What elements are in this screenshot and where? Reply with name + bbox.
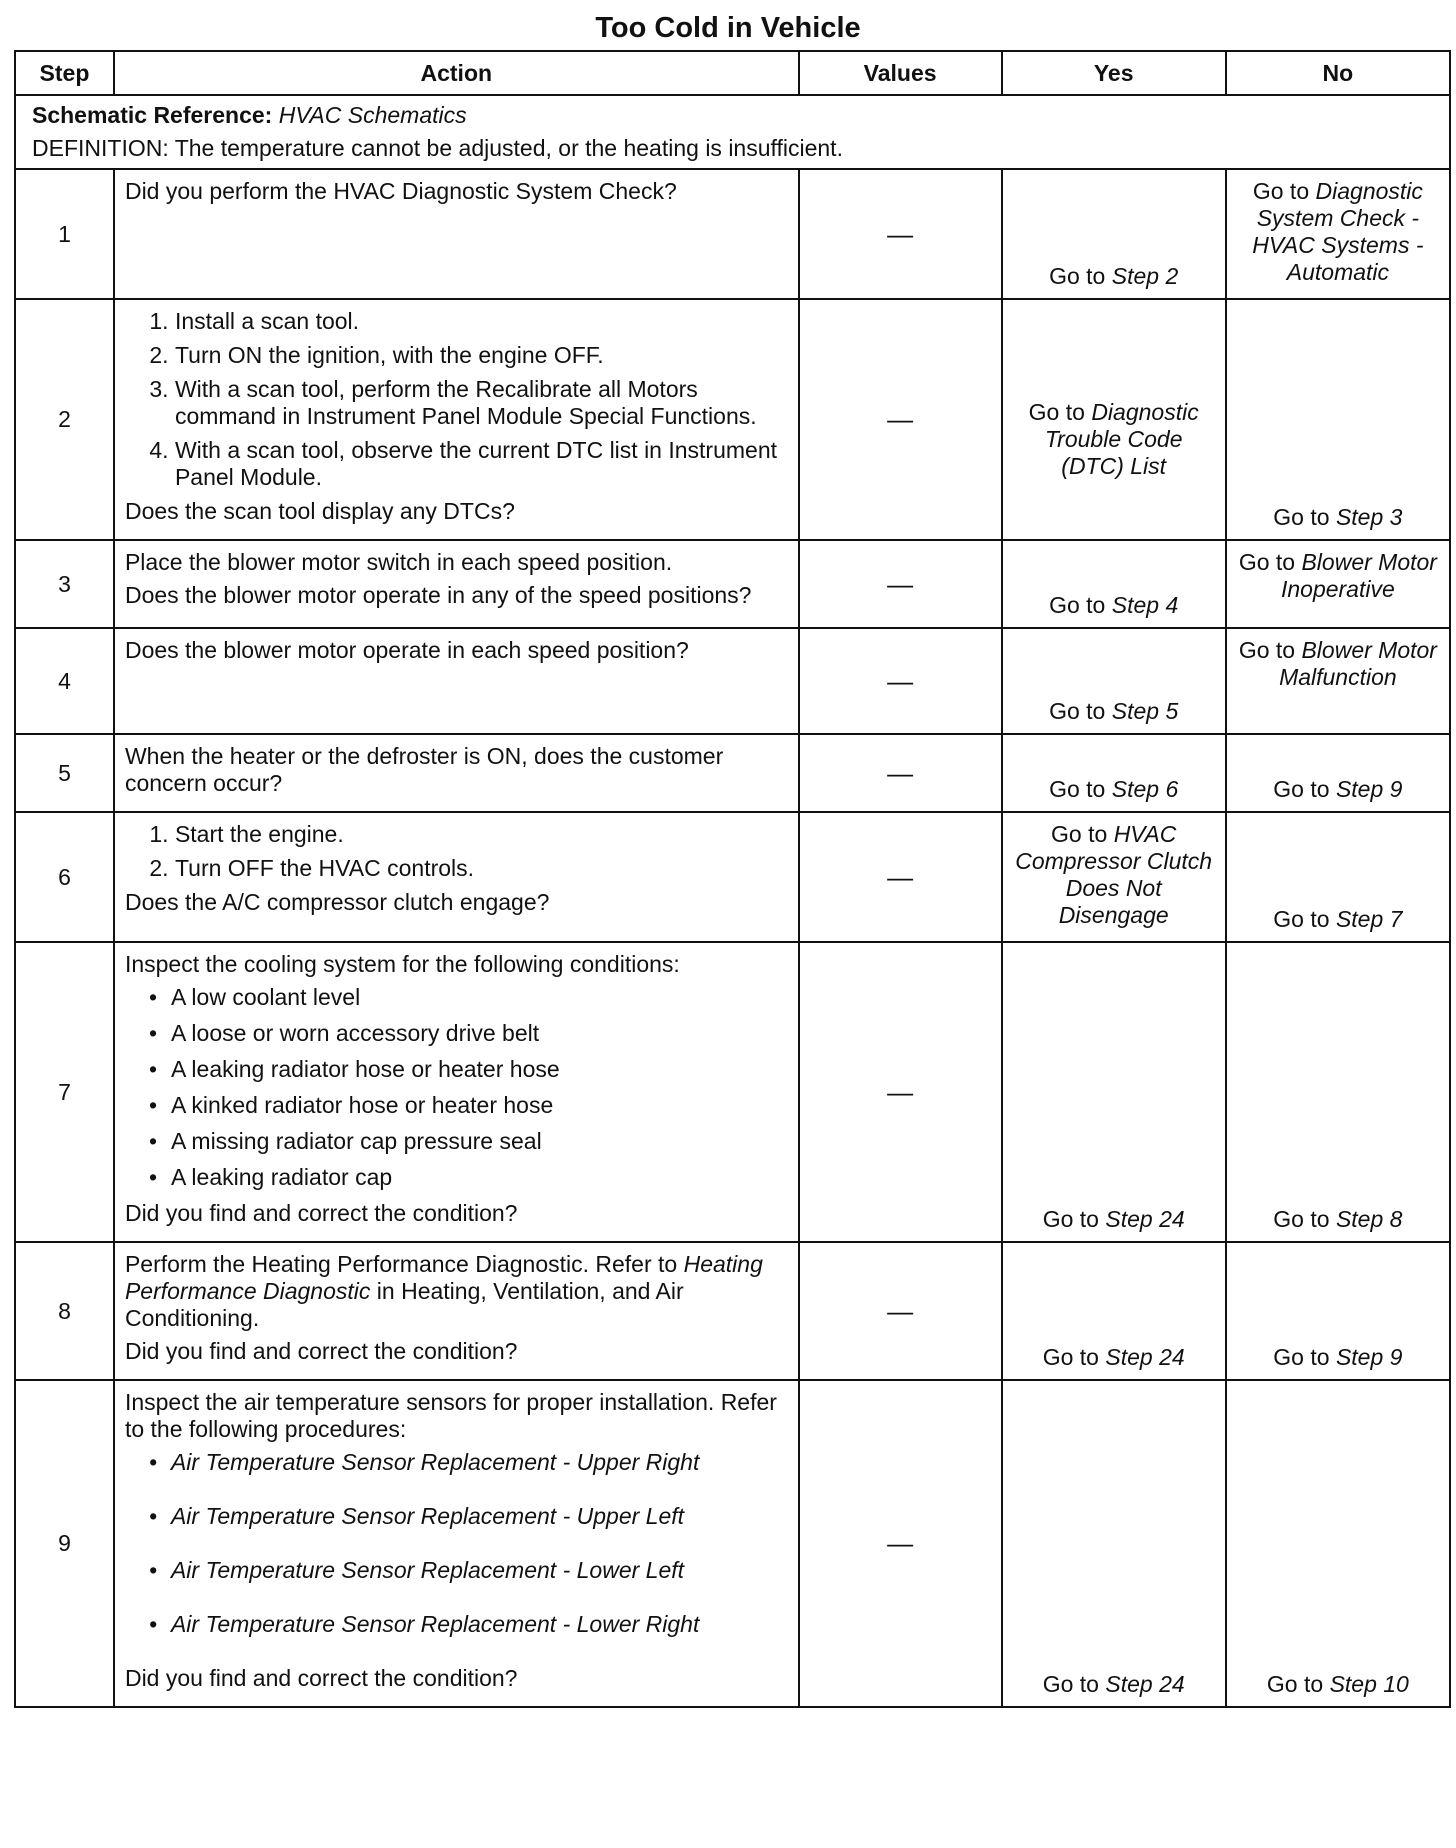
diagnostic-table-wrapper (14, 50, 1451, 1708)
yes-cell (1002, 299, 1226, 540)
list-item: • A loose or worn accessory drive belt (171, 1020, 788, 1047)
action-question: Did you find and correct the condition? (124, 1338, 518, 1364)
yes-link[interactable]: Go to Step 2 (1049, 263, 1179, 289)
yes-link[interactable]: Go to HVAC Compressor Clutch Does Not Disengage (1015, 821, 1213, 928)
step-number: 7 (15, 942, 114, 1242)
header-yes: Yes (1002, 51, 1226, 95)
table-row (15, 540, 1450, 628)
page-title: Too Cold in Vehicle (595, 12, 861, 44)
list-item: 2. Turn ON the ignition, with the engine OFF. (175, 342, 788, 369)
yes-cell (1002, 1380, 1226, 1707)
table-row (15, 1380, 1450, 1707)
values-cell: — (799, 942, 1002, 1242)
values-cell: — (799, 1380, 1002, 1707)
action-text: Perform the Heating Performance Diagnostic. Refer to Heating Performance Diagnostic in Heating, Ventilation, and Air Conditioning. (124, 1251, 763, 1331)
action-question: Did you find and correct the condition? (124, 1665, 518, 1691)
procedure-link[interactable]: • Air Temperature Sensor Replacement - Upper Left (171, 1503, 788, 1530)
no-link[interactable]: Go to Step 7 (1273, 906, 1403, 932)
action-text: Inspect the air temperature sensors for proper installation. Refer to the following procedures: (124, 1389, 777, 1442)
no-link[interactable]: Go to Diagnostic System Check - HVAC Systems - Automatic (1252, 178, 1424, 285)
table-row (15, 169, 1450, 299)
no-cell (1226, 299, 1450, 540)
yes-link[interactable]: Go to Step 6 (1049, 776, 1179, 802)
action-cell (114, 812, 799, 942)
yes-cell (1002, 628, 1226, 734)
no-cell (1226, 812, 1450, 942)
action-text: Inspect the cooling system for the following conditions: (124, 951, 680, 977)
list-item: • A leaking radiator hose or heater hose (171, 1056, 788, 1083)
action-cell (114, 1380, 799, 1707)
list-item: 1. Start the engine. (175, 821, 788, 848)
step-number: 1 (15, 169, 114, 299)
procedure-link[interactable]: Heating Performance Diagnostic (124, 1251, 763, 1304)
no-cell (1226, 1380, 1450, 1707)
bullet-list (125, 984, 788, 1191)
table-row (15, 1242, 1450, 1380)
table-row (15, 942, 1450, 1242)
step-number: 6 (15, 812, 114, 942)
header-step: Step (15, 51, 114, 95)
no-link[interactable]: Go to Blower Motor Inoperative (1238, 549, 1437, 602)
schematic-label: Schematic Reference: (32, 102, 273, 128)
step-number: 4 (15, 628, 114, 734)
yes-link[interactable]: Go to Step 24 (1042, 1344, 1185, 1370)
list-item: • A low coolant level (171, 984, 788, 1011)
action-question: Does the scan tool display any DTCs? (124, 498, 515, 524)
yes-cell (1002, 1242, 1226, 1380)
schematic-link[interactable]: HVAC Schematics (278, 102, 467, 128)
step-number: 3 (15, 540, 114, 628)
no-cell (1226, 628, 1450, 734)
procedure-link[interactable]: • Air Temperature Sensor Replacement - Lower Left (171, 1557, 788, 1584)
step-number: 5 (15, 734, 114, 812)
values-cell: — (799, 1242, 1002, 1380)
values-cell: — (799, 812, 1002, 942)
yes-cell (1002, 540, 1226, 628)
step-number: 9 (15, 1380, 114, 1707)
list-item: 2. Turn OFF the HVAC controls. (175, 855, 788, 882)
list-item: 3. With a scan tool, perform the Recalibrate all Motors command in Instrument Panel Module Special Functions. (175, 376, 788, 430)
yes-link[interactable]: Go to Step 5 (1049, 698, 1179, 724)
step-number: 8 (15, 1242, 114, 1380)
action-cell (114, 734, 799, 812)
table-row (15, 299, 1450, 540)
no-cell (1226, 942, 1450, 1242)
header-action: Action (114, 51, 799, 95)
action-cell (114, 540, 799, 628)
yes-cell (1002, 734, 1226, 812)
yes-cell (1002, 169, 1226, 299)
action-list (125, 308, 788, 491)
bullet-list (125, 1449, 788, 1638)
schematic-row (15, 95, 1450, 169)
action-question: Did you perform the HVAC Diagnostic System Check? (124, 178, 677, 204)
action-cell (114, 1242, 799, 1380)
no-cell (1226, 1242, 1450, 1380)
schematic-cell (15, 95, 1450, 169)
no-cell (1226, 540, 1450, 628)
action-cell (114, 628, 799, 734)
no-cell (1226, 169, 1450, 299)
action-question: Does the blower motor operate in any of the speed positions? (124, 582, 752, 608)
yes-link[interactable]: Go to Step 24 (1042, 1206, 1185, 1232)
table-row (15, 812, 1450, 942)
diagnostic-table (14, 50, 1451, 1708)
action-cell (114, 299, 799, 540)
list-item: 1. Install a scan tool. (175, 308, 788, 335)
values-cell: — (799, 540, 1002, 628)
action-cell (114, 942, 799, 1242)
no-link[interactable]: Go to Step 9 (1273, 776, 1403, 802)
list-item: • A kinked radiator hose or heater hose (171, 1092, 788, 1119)
procedure-link[interactable]: • Air Temperature Sensor Replacement - Lower Right (171, 1611, 788, 1638)
yes-cell (1002, 942, 1226, 1242)
no-link[interactable]: Go to Step 10 (1266, 1671, 1409, 1697)
action-text: Place the blower motor switch in each speed position. (124, 549, 673, 575)
procedure-link[interactable]: • Air Temperature Sensor Replacement - Upper Right (171, 1449, 788, 1476)
no-link[interactable]: Go to Step 8 (1273, 1206, 1403, 1232)
table-row (15, 734, 1450, 812)
no-link[interactable]: Go to Blower Motor Malfunction (1238, 637, 1437, 690)
header-no: No (1226, 51, 1450, 95)
values-cell: — (799, 628, 1002, 734)
no-link[interactable]: Go to Step 9 (1273, 1344, 1403, 1370)
values-cell: — (799, 299, 1002, 540)
table-row (15, 628, 1450, 734)
action-question: Does the blower motor operate in each speed position? (124, 637, 689, 663)
yes-link[interactable]: Go to Diagnostic Trouble Code (DTC) List (1028, 399, 1199, 479)
yes-link[interactable]: Go to Step 24 (1042, 1671, 1185, 1697)
yes-cell (1002, 812, 1226, 942)
list-item: 4. With a scan tool, observe the current DTC list in Instrument Panel Module. (175, 437, 788, 491)
values-cell: — (799, 734, 1002, 812)
step-number: 2 (15, 299, 114, 540)
action-question: Does the A/C compressor clutch engage? (124, 889, 550, 915)
list-item: • A leaking radiator cap (171, 1164, 788, 1191)
list-item: • A missing radiator cap pressure seal (171, 1128, 788, 1155)
definition-text: DEFINITION: The temperature cannot be adjusted, or the heating is insufficient. (32, 135, 843, 161)
action-question: When the heater or the defroster is ON, does the customer concern occur? (124, 743, 724, 796)
header-values: Values (799, 51, 1002, 95)
action-cell (114, 169, 799, 299)
table-header-row (15, 51, 1450, 95)
no-link[interactable]: Go to Step 3 (1273, 504, 1403, 530)
no-cell (1226, 734, 1450, 812)
yes-link[interactable]: Go to Step 4 (1049, 592, 1179, 618)
action-list (125, 821, 788, 882)
action-question: Did you find and correct the condition? (124, 1200, 518, 1226)
values-cell: — (799, 169, 1002, 299)
